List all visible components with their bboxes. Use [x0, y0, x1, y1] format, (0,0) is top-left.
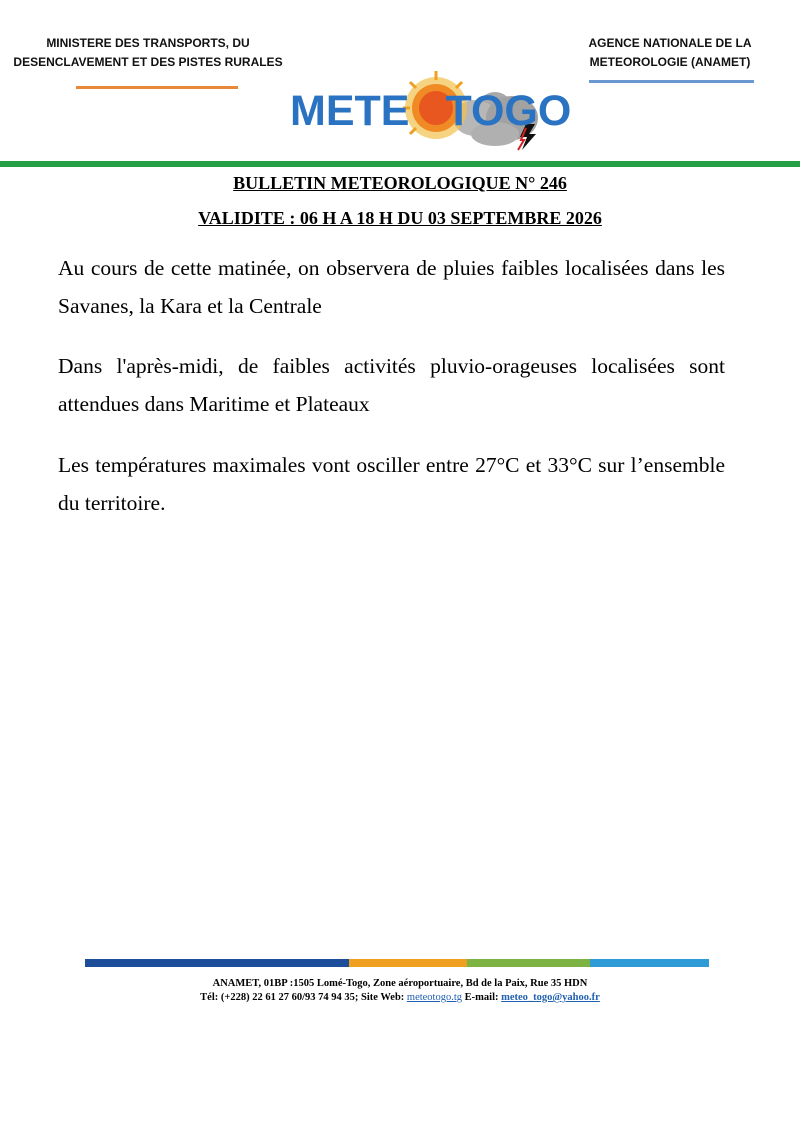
agency-header — [570, 34, 770, 72]
bulletin-validity: VALIDITE : 06 H A 18 H DU 03 SEPTEMBRE 2026 — [198, 208, 602, 228]
meteo-togo-logo — [290, 66, 600, 152]
footer-bar-lightblue — [590, 959, 709, 967]
footer-bar-blue — [85, 959, 349, 967]
website-link[interactable]: meteotogo.tg — [406, 992, 463, 1003]
forecast-temperatures: Les températures maximales vont osciller entre 27°C et 33°C sur l’ensemble du territoire. — [58, 453, 725, 515]
agency-line-1: AGENCE NATIONALE DE LA — [588, 36, 752, 50]
email-link[interactable]: meteo_togo@yahoo.fr — [501, 992, 600, 1003]
header-divider — [0, 161, 800, 167]
agency-underline — [589, 80, 754, 83]
ministry-underline — [76, 86, 238, 89]
forecast-afternoon: Dans l'après-midi, de faibles activités pluvio-orageuses localisées sont attendues dans Maritime et Plateaux — [58, 354, 725, 416]
footer-bar-orange — [349, 959, 467, 967]
bulletin-title: BULLETIN METEOROLOGIQUE N° 246 — [233, 173, 567, 193]
footer-contact — [0, 991, 800, 1005]
footer-phone: Tél: (+228) 22 61 27 60/93 74 94 35; Site Web: — [200, 992, 407, 1003]
footer-color-bar — [85, 959, 709, 967]
forecast-morning: Au cours de cette matinée, on observera de pluies faibles localisées dans les Savanes, la Kara et la Centrale — [58, 256, 725, 318]
footer-address: ANAMET, 01BP :1505 Lomé-Togo, Zone aéroportuaire, Bd de la Paix, Rue 35 HDN — [212, 978, 588, 989]
ministry-header — [8, 34, 288, 72]
logo-wordmark — [290, 86, 571, 136]
ministry-line-2: DESENCLAVEMENT ET DES PISTES RURALES — [13, 55, 283, 69]
footer-bar-green — [467, 959, 590, 967]
email-label: E-mail: — [462, 992, 502, 1003]
logo-text-left: METE — [290, 87, 410, 135]
logo-text-right: TOGO — [445, 87, 572, 135]
agency-line-2: METEOROLOGIE (ANAMET) — [589, 55, 751, 69]
ministry-line-1: MINISTERE DES TRANSPORTS, DU — [46, 36, 250, 50]
